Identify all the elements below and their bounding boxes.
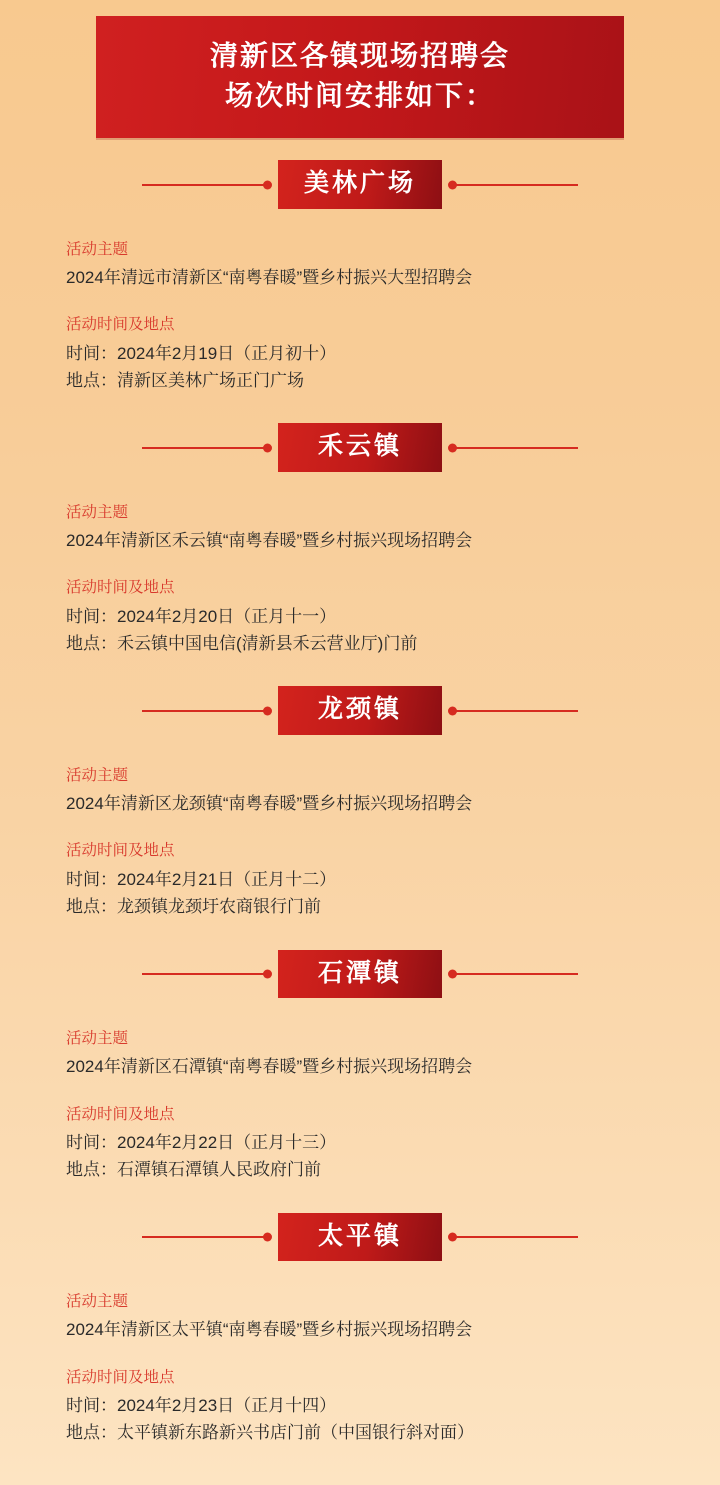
- place-value: 地点：清新区美林广场正门广场: [66, 371, 304, 391]
- decorative-rule-right: [450, 973, 578, 975]
- decorative-rule-right: [450, 1236, 578, 1238]
- dot-icon: [448, 969, 457, 978]
- section-longjing-town: [0, 684, 720, 921]
- dot-icon: [263, 706, 272, 715]
- theme-value: 2024年清远市清新区“南粤春暖”暨乡村振兴大型招聘会: [66, 267, 473, 287]
- decorative-rule-right: [450, 184, 578, 186]
- theme-value: 2024年清新区石潭镇“南粤春暖”暨乡村振兴现场招聘会: [66, 1057, 473, 1077]
- section-title-row: [0, 158, 720, 212]
- section-title-row: [0, 684, 720, 738]
- theme-label: 活动主题: [66, 1292, 129, 1310]
- dot-icon: [448, 443, 457, 452]
- decorative-rule-left: [142, 184, 270, 186]
- time-place-label: 活动时间及地点: [66, 316, 175, 334]
- section-tag: 禾云镇: [278, 423, 442, 472]
- section-body: [62, 238, 658, 395]
- decorative-rule-right: [450, 447, 578, 449]
- dot-icon: [263, 443, 272, 452]
- theme-value: 2024年清新区禾云镇“南粤春暖”暨乡村振兴现场招聘会: [66, 530, 473, 550]
- theme-value: 2024年清新区龙颈镇“南粤春暖”暨乡村振兴现场招聘会: [66, 793, 473, 813]
- section-heyun-town: [0, 421, 720, 658]
- section-body: [62, 1290, 658, 1447]
- time-place-label: 活动时间及地点: [66, 579, 175, 597]
- dot-icon: [263, 1232, 272, 1241]
- time-place-label: 活动时间及地点: [66, 1105, 175, 1123]
- decorative-rule-left: [142, 447, 270, 449]
- time-place-label: 活动时间及地点: [66, 842, 175, 860]
- theme-label: 活动主题: [66, 503, 129, 521]
- dot-icon: [448, 1232, 457, 1241]
- header-banner: [0, 0, 720, 138]
- section-tag: 石潭镇: [278, 950, 442, 999]
- section-tag: 美林广场: [278, 160, 442, 209]
- section-taiping-town: [0, 1210, 720, 1447]
- dot-icon: [263, 969, 272, 978]
- place-value: 地点：龙颈镇龙颈圩农商银行门前: [66, 897, 321, 917]
- header-banner-box: [96, 16, 624, 138]
- theme-label: 活动主题: [66, 1029, 129, 1047]
- theme-label: 活动主题: [66, 240, 129, 258]
- section-title-row: [0, 947, 720, 1001]
- bottom-spacer: [0, 1447, 720, 1459]
- decorative-rule-left: [142, 1236, 270, 1238]
- section-tag: 太平镇: [278, 1213, 442, 1262]
- theme-label: 活动主题: [66, 766, 129, 784]
- time-place-label: 活动时间及地点: [66, 1368, 175, 1386]
- section-title-row: [0, 421, 720, 475]
- place-value: 地点：石潭镇石潭镇人民政府门前: [66, 1160, 321, 1180]
- theme-value: 2024年清新区太平镇“南粤春暖”暨乡村振兴现场招聘会: [66, 1320, 473, 1340]
- time-value: 时间：2024年2月23日（正月十四）: [66, 1395, 337, 1415]
- place-value: 地点：禾云镇中国电信(清新县禾云营业厅)门前: [66, 634, 418, 654]
- section-body: [62, 764, 658, 921]
- time-value: 时间：2024年2月21日（正月十二）: [66, 869, 337, 889]
- section-body: [62, 1027, 658, 1184]
- place-value: 地点：太平镇新东路新兴书店门前（中国银行斜对面）: [66, 1423, 474, 1443]
- decorative-rule-right: [450, 710, 578, 712]
- section-shitan-town: [0, 947, 720, 1184]
- time-value: 时间：2024年2月20日（正月十一）: [66, 606, 337, 626]
- header-title-line-1: 清新区各镇现场招聘会: [209, 40, 510, 71]
- dot-icon: [448, 706, 457, 715]
- section-meilin-square: [0, 158, 720, 395]
- decorative-rule-left: [142, 710, 270, 712]
- section-body: [62, 501, 658, 658]
- time-value: 时间：2024年2月19日（正月初十）: [66, 343, 337, 363]
- dot-icon: [448, 180, 457, 189]
- section-tag: 龙颈镇: [278, 686, 442, 735]
- time-value: 时间：2024年2月22日（正月十三）: [66, 1132, 337, 1152]
- section-title-row: [0, 1210, 720, 1264]
- dot-icon: [263, 180, 272, 189]
- decorative-rule-left: [142, 973, 270, 975]
- header-title-line-2: 场次时间安排如下：: [224, 79, 495, 111]
